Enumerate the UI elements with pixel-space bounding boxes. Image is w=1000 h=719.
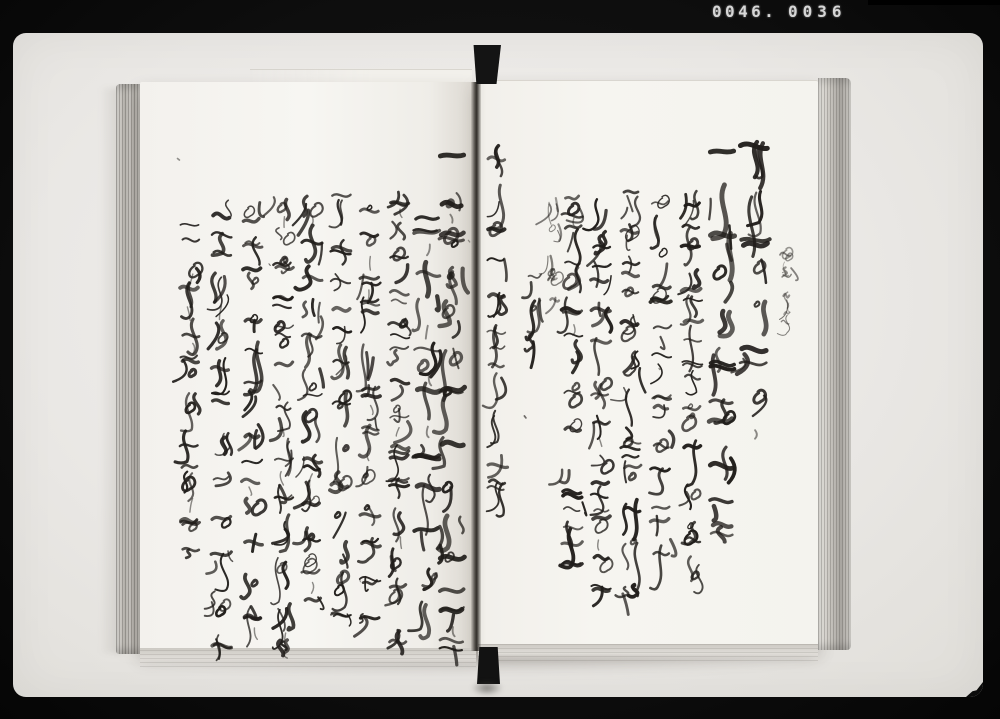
left-fore-edge-pages [116,84,141,654]
backdrop-corner-notch [966,682,983,697]
frame-counter [0,2,1000,22]
right-page-bottom-edges [478,644,818,661]
right-fore-edge-pages [818,78,851,650]
frame-number-right: 0036 [788,2,847,21]
spine-smudge [471,680,503,696]
frame-number-left: 0046. [712,2,778,21]
right-page [476,80,818,647]
center-gutter [471,82,481,651]
left-page-bottom-edges [140,648,476,667]
spine-clamp-top [473,45,501,84]
spine-clamp-bottom [477,647,500,684]
left-page [140,82,476,650]
